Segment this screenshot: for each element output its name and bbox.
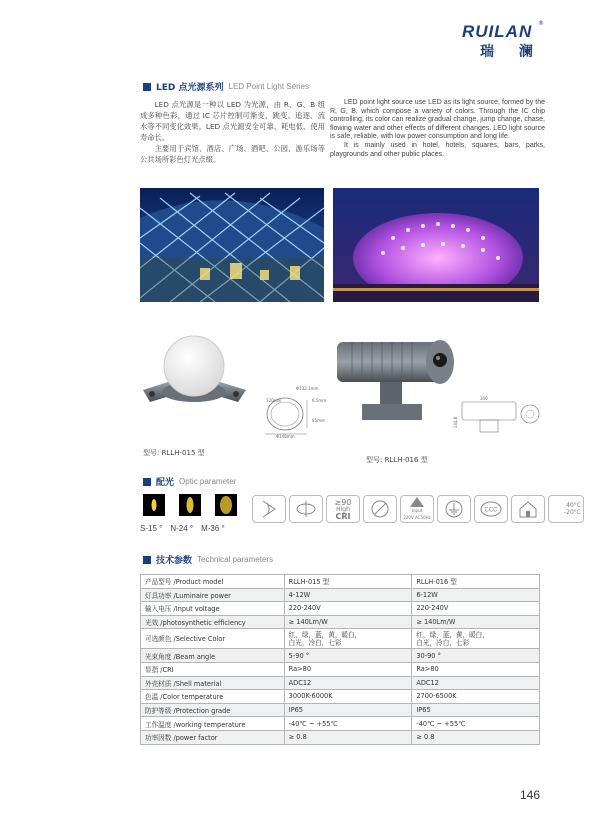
beam-label: N-24 ° <box>170 524 194 533</box>
page-number: 146 <box>520 788 541 802</box>
beam-patterns <box>143 494 237 520</box>
rllh-016-cell: RLLH-016 型 <box>412 575 540 589</box>
rllh-015-cell: ≥ 140Lm/W <box>284 615 412 629</box>
beam-label: M-36 ° <box>201 524 225 533</box>
param-cell: 外壳材质 /Shell material <box>141 676 285 690</box>
param-cell: 显指 /CRI <box>141 662 285 676</box>
ccc-certification-icon <box>474 495 508 523</box>
section-marker-icon <box>143 556 151 564</box>
section-title-cn: LED 点光源系列 <box>156 83 224 93</box>
brand-logo <box>462 22 552 66</box>
rllh-015-cell: Ra>80 <box>284 662 412 676</box>
cri-high: High <box>336 505 350 513</box>
cri-percent: ≥90 <box>334 497 352 507</box>
logo-chinese: 瑞 澜 <box>480 44 543 60</box>
section-header-series <box>143 80 309 93</box>
table-row <box>141 602 540 616</box>
rllh-015-cell: ≥ 0.8 <box>284 730 412 744</box>
rllh-015-cell: 红，绿，蓝，黄，暖白， 白光，冷白，七彩 <box>284 629 412 649</box>
no-mercury-icon <box>363 495 397 523</box>
section-header-technical <box>143 553 273 566</box>
table-row <box>141 676 540 690</box>
table-row <box>141 717 540 731</box>
table-row <box>141 588 540 602</box>
param-cell: 工作温度 /working temperature <box>141 717 285 731</box>
dimension-label: 340 <box>480 396 488 401</box>
dimension-label: 144.8 <box>453 416 459 429</box>
model-label-rllh-016: 型号: RLLH-016 型 <box>366 456 428 464</box>
table-row <box>141 575 540 589</box>
spec-table-body <box>141 575 540 745</box>
dimension-label: 95mm <box>312 418 325 423</box>
product-rllh-015-drawing <box>255 380 335 440</box>
beam-angle-icon <box>252 495 286 523</box>
param-cell: 功率因数 /power factor <box>141 730 285 744</box>
section-marker-icon <box>143 478 151 486</box>
temp-low: -20°C <box>564 509 581 516</box>
intro-english <box>330 99 545 159</box>
product-rllh-015-image <box>138 330 250 420</box>
param-cell: 防护等级 /Protection grade <box>141 703 285 717</box>
param-cell: 光束角度 /Beam angle <box>141 649 285 663</box>
dimension-label: Φ148mm <box>276 434 295 439</box>
rllh-016-cell: IP65 <box>412 703 540 717</box>
feature-symbols <box>252 495 584 523</box>
rllh-015-cell: 3000K-6000K <box>284 690 412 704</box>
section-title-en: LED Point Light Series <box>228 82 309 91</box>
rllh-016-cell: ≥ 140Lm/W <box>412 615 540 629</box>
section-header-optic <box>143 475 236 488</box>
rllh-015-cell: 4-12W <box>284 588 412 602</box>
beam-narrow-icon <box>143 494 165 516</box>
table-row <box>141 629 540 649</box>
voltage-label: 220V AC50Hz <box>403 515 431 520</box>
param-cell: 产品型号 /Product model <box>141 575 285 589</box>
dimension-label: 6.5mm <box>312 398 327 403</box>
table-row <box>141 703 540 717</box>
rllh-015-cell: IP65 <box>284 703 412 717</box>
product-rllh-016-drawing <box>458 390 544 440</box>
model-label-rllh-015: 型号: RLLH-015 型 <box>143 449 205 457</box>
logo-english: RUILAN <box>462 22 533 41</box>
beam-pattern-m36 <box>215 494 237 520</box>
registered-mark: ® <box>538 20 544 27</box>
section-title-en: Technical parameters <box>197 555 274 564</box>
table-row <box>141 730 540 744</box>
rllh-016-cell: ≥ 0.8 <box>412 730 540 744</box>
input-label: Input <box>411 508 423 513</box>
rllh-015-cell: 220-240V <box>284 602 412 616</box>
rllh-015-cell: RLLH-015 型 <box>284 575 412 589</box>
beam-wide-icon <box>215 494 237 516</box>
rllh-016-cell: 6-12W <box>412 588 540 602</box>
section-title-en: Optic parameter <box>179 477 237 486</box>
rllh-015-cell: -40℃ ~ +55℃ <box>284 717 412 731</box>
indoor-outdoor-icon <box>511 495 545 523</box>
rllh-015-cell: ADC12 <box>284 676 412 690</box>
intro-cn-paragraph: 主要用于宾馆、酒店、广场、酒吧、公园、游乐场等公共场所彩色灯光点缀。 <box>140 144 325 164</box>
table-row <box>141 649 540 663</box>
param-cell: 光效 /photosynthetic efficiency <box>141 615 285 629</box>
dimension-label: Φ132.3mm <box>296 386 319 391</box>
param-cell: 灯具功率 /Luminaire power <box>141 588 285 602</box>
dimension-label: 120mm <box>266 398 282 403</box>
rotation-icon <box>289 495 323 523</box>
table-row <box>141 662 540 676</box>
product-rllh-016-image <box>332 328 459 429</box>
section-title-cn: 配光 <box>156 478 175 488</box>
beam-pattern-n24 <box>179 494 201 520</box>
temp-high: 40°C <box>566 502 581 509</box>
rllh-016-cell: -40℃ ~ +55℃ <box>412 717 540 731</box>
svg-text:CCC: CCC <box>484 507 498 514</box>
dome-lights-photo-2 <box>333 188 539 302</box>
spec-table <box>140 574 540 745</box>
rllh-016-cell: 2700-6500K <box>412 690 540 704</box>
table-row <box>141 615 540 629</box>
intro-cn-paragraph: LED 点光源是一种以 LED 为光源，由 R、G、B 组成多种色彩，通过 IC 芯片控制可渐变、跳变、追逐、流水等不同变化效果。LED 点光源安全可靠、耗电低、使用寿命长。 <box>140 100 325 142</box>
cri-text: CRI <box>335 511 351 521</box>
building-lights-photo-1 <box>140 188 324 302</box>
beam-labels <box>140 524 225 533</box>
param-cell: 色温 /Color temperature <box>141 690 285 704</box>
section-marker-icon <box>143 83 151 91</box>
rllh-016-cell: 220-240V <box>412 602 540 616</box>
input-voltage-icon <box>400 495 434 523</box>
param-cell: 可选颜色 /Selective Color <box>141 629 285 649</box>
intro-en-paragraph: It is mainly used in hotel, hotels, squares, bars, parks, playgrounds and other public places. <box>330 141 545 158</box>
beam-pattern-s15 <box>143 494 165 520</box>
cri-icon <box>326 495 360 523</box>
intro-chinese <box>140 99 325 165</box>
beam-label: S-15 ° <box>140 524 163 533</box>
intro-en-paragraph: LED point light source use LED as its light source, formed by the R, G, B, which compose a variety of colors. Through the IC chip controlling, its color can realize gradual change, jump change, chase, flowing water and other effects of different changes. LED light source is safe, reliable, with low power consumption and long life. <box>330 99 545 141</box>
ground-icon <box>437 495 471 523</box>
rllh-016-cell: ADC12 <box>412 676 540 690</box>
table-row <box>141 690 540 704</box>
temperature-range-icon <box>548 495 584 523</box>
beam-medium-icon <box>179 494 201 516</box>
rllh-015-cell: 5-90 ° <box>284 649 412 663</box>
param-cell: 输入电压 /Input voltage <box>141 602 285 616</box>
rllh-016-cell: Ra>80 <box>412 662 540 676</box>
rllh-016-cell: 30-90 ° <box>412 649 540 663</box>
rllh-016-cell: 红，绿，蓝，黄，暖白， 白光，冷白，七彩 <box>412 629 540 649</box>
section-title-cn: 技术参数 <box>156 556 193 566</box>
